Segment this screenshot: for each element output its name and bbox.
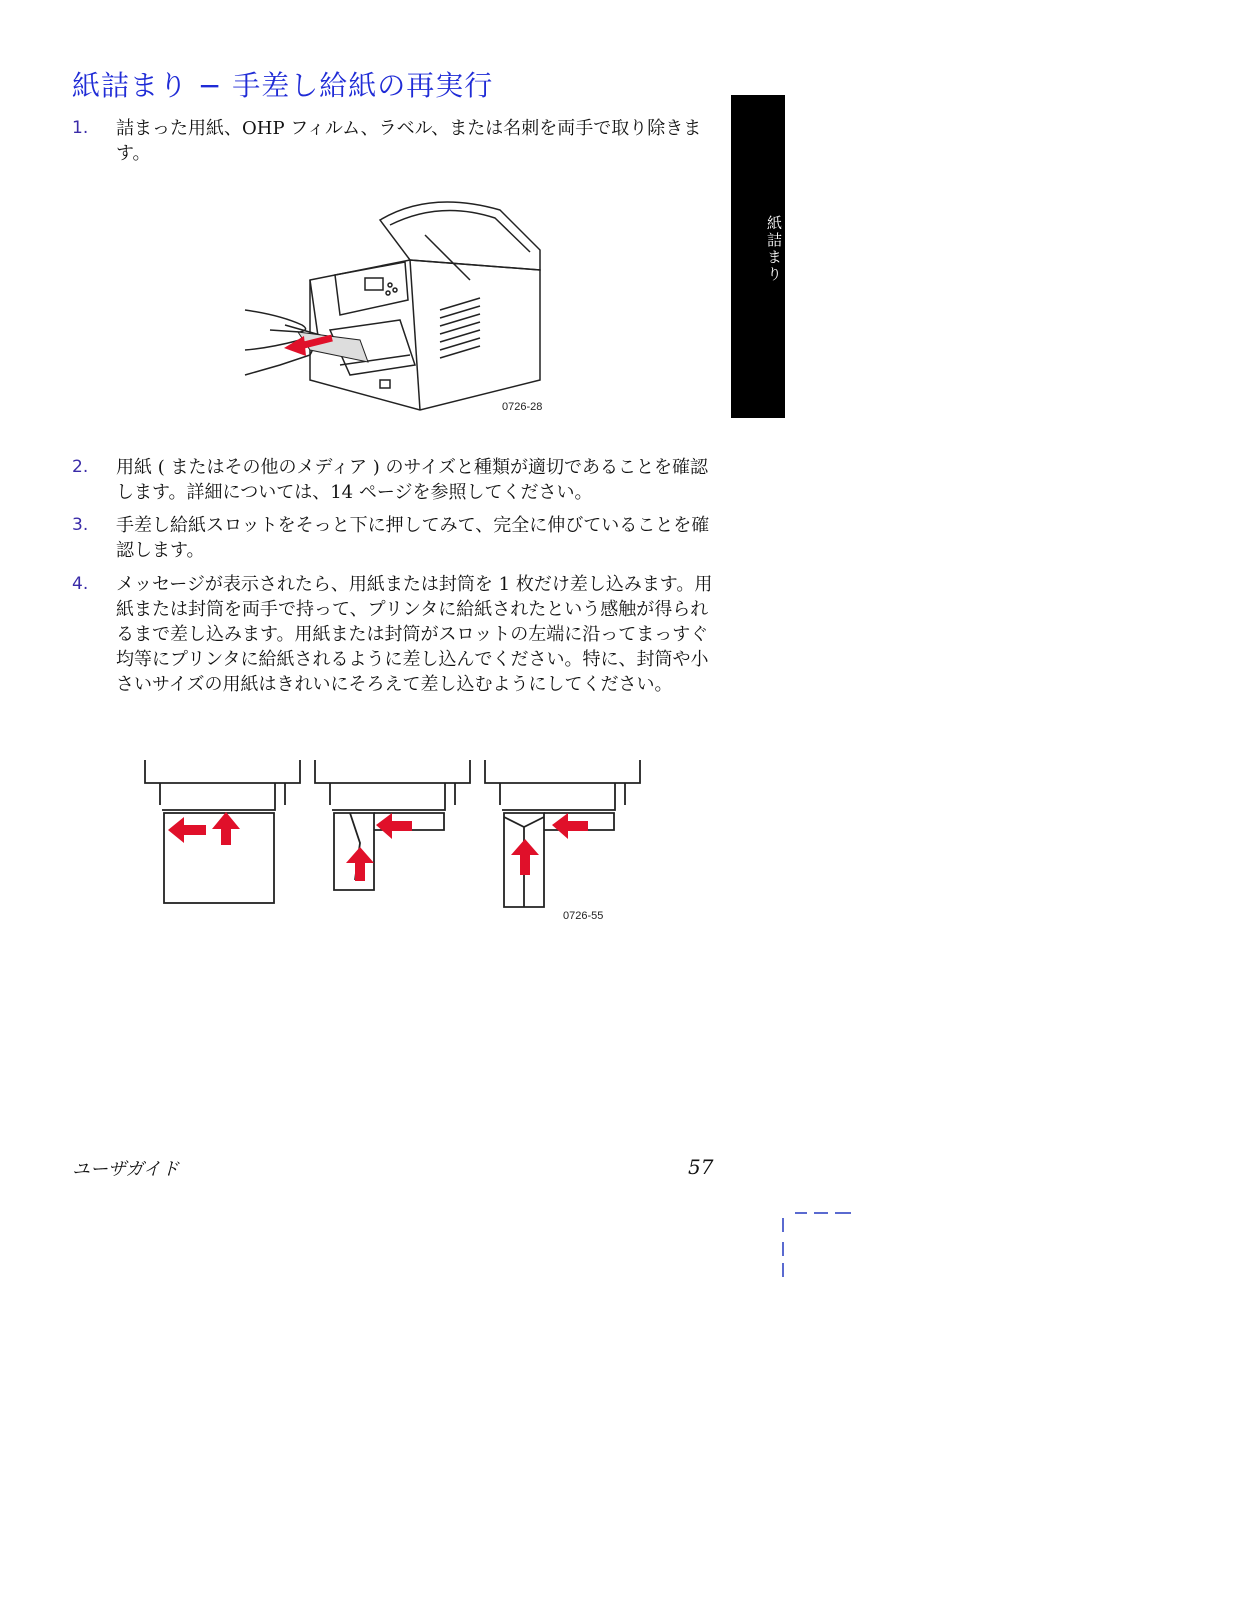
page-number: 57	[688, 1155, 714, 1179]
crop-mark	[782, 1263, 784, 1277]
step-number: 4.	[72, 574, 89, 594]
crop-mark	[795, 1212, 807, 1214]
step-3	[72, 513, 722, 563]
step-text: 用紙 ( またはその他のメディア ) のサイズと種類が適切であることを確認します。詳細については、14 ページを参照してください。	[116, 457, 709, 503]
crop-mark	[782, 1218, 784, 1232]
figure-code: 0726-55	[563, 910, 604, 922]
step-4	[72, 572, 722, 697]
step-1	[72, 116, 722, 166]
step-number: 1.	[72, 118, 89, 138]
crop-mark	[835, 1212, 851, 1214]
printer-drawing	[240, 190, 560, 420]
feed-slot-drawing	[140, 755, 650, 930]
printer-illustration	[240, 190, 560, 420]
step-text: メッセージが表示されたら、用紙または封筒を 1 枚だけ差し込みます。用紙または封筒を両手で持って、プリンタに給紙されたという感触が得られるまで差し込みます。用紙または封筒がスロットの左端に沿ってまっすぐ均等にプリンタに給紙されるように差し込んでください。特に、封筒や小さいサイズの用紙はきれいにそろえて差し込むようにしてください。	[116, 574, 713, 695]
footer-guide-title: ユーザガイド	[72, 1159, 180, 1180]
step-number: 3.	[72, 515, 89, 535]
crop-mark	[782, 1242, 784, 1256]
figure-code: 0726-28	[502, 401, 543, 413]
feed-slot-illustrations	[140, 755, 650, 930]
section-tab	[731, 95, 785, 418]
section-tab-label: 紙詰まり	[765, 215, 783, 283]
crop-mark	[814, 1212, 828, 1214]
step-text: 詰まった用紙、OHP フィルム、ラベル、または名刺を両手で取り除きます。	[116, 118, 702, 164]
step-text: 手差し給紙スロットをそっと下に押してみて、完全に伸びていることを確認します。	[116, 515, 710, 561]
step-2	[72, 455, 722, 505]
page-title: 紙詰まり − 手差し給紙の再実行	[72, 69, 494, 102]
step-number: 2.	[72, 457, 89, 477]
